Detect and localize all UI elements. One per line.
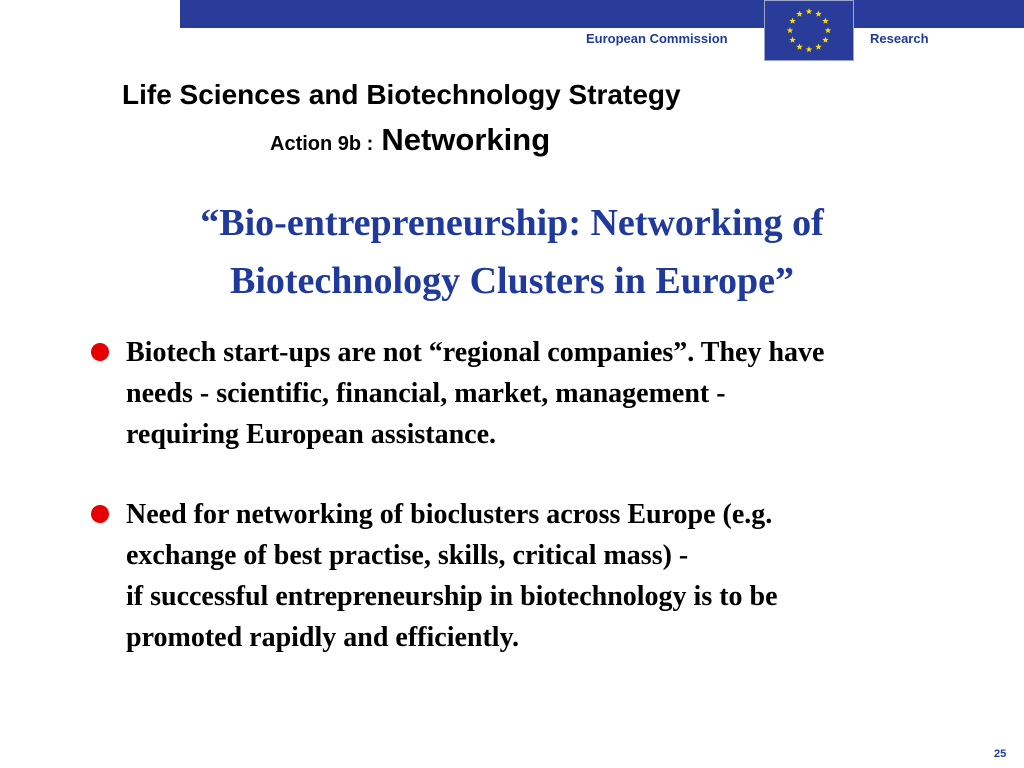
bullet-line: needs - scientific, financial, market, management - — [126, 378, 726, 409]
flag-star-icon — [796, 11, 802, 17]
header-bar — [180, 0, 1024, 28]
bullet-item — [88, 494, 998, 658]
action-highlight: Networking — [381, 122, 551, 157]
bullet-dot-icon — [91, 343, 109, 361]
bullet-line: Need for networking of bioclusters across Europe (e.g. — [126, 499, 773, 530]
quote-line: “Bio-entrepreneurship: Networking of — [200, 202, 824, 244]
action-label: Action 9b : — [270, 133, 374, 155]
bullet-list — [88, 332, 998, 658]
flag-star-icon — [796, 44, 802, 50]
quote-line: Biotechnology Clusters in Europe” — [229, 260, 795, 302]
flag-star-icon — [789, 18, 795, 24]
flag-star-icon — [787, 27, 793, 33]
quote-heading — [0, 194, 1024, 310]
flag-star-icon — [825, 27, 831, 33]
flag-star-icon — [806, 46, 812, 52]
action-subtitle — [270, 122, 550, 158]
bullet-line: if successful entrepreneurship in biotechnology is to be — [126, 581, 778, 612]
bullet-line: requiring European assistance. — [126, 419, 497, 450]
flag-star-icon — [815, 11, 821, 17]
bullet-item — [88, 332, 998, 455]
flag-star-icon — [789, 37, 795, 43]
slide-title: Life Sciences and Biotechnology Strategy — [122, 79, 681, 110]
flag-star-icon — [822, 37, 828, 43]
eu-flag-icon — [764, 0, 854, 61]
bullet-line: Biotech start-ups are not “regional companies”. They have — [126, 337, 825, 368]
bullet-line: promoted rapidly and efficiently. — [126, 622, 520, 653]
bullet-dot-icon — [91, 505, 109, 523]
flag-star-icon — [806, 8, 812, 14]
page-number: 25 — [994, 748, 1007, 760]
flag-star-icon — [815, 44, 821, 50]
bullet-line: exchange of best practise, skills, critical mass) - — [126, 540, 689, 571]
european-commission-label: European Commission — [586, 31, 728, 46]
flag-star-icon — [822, 18, 828, 24]
research-label: Research — [870, 31, 929, 46]
